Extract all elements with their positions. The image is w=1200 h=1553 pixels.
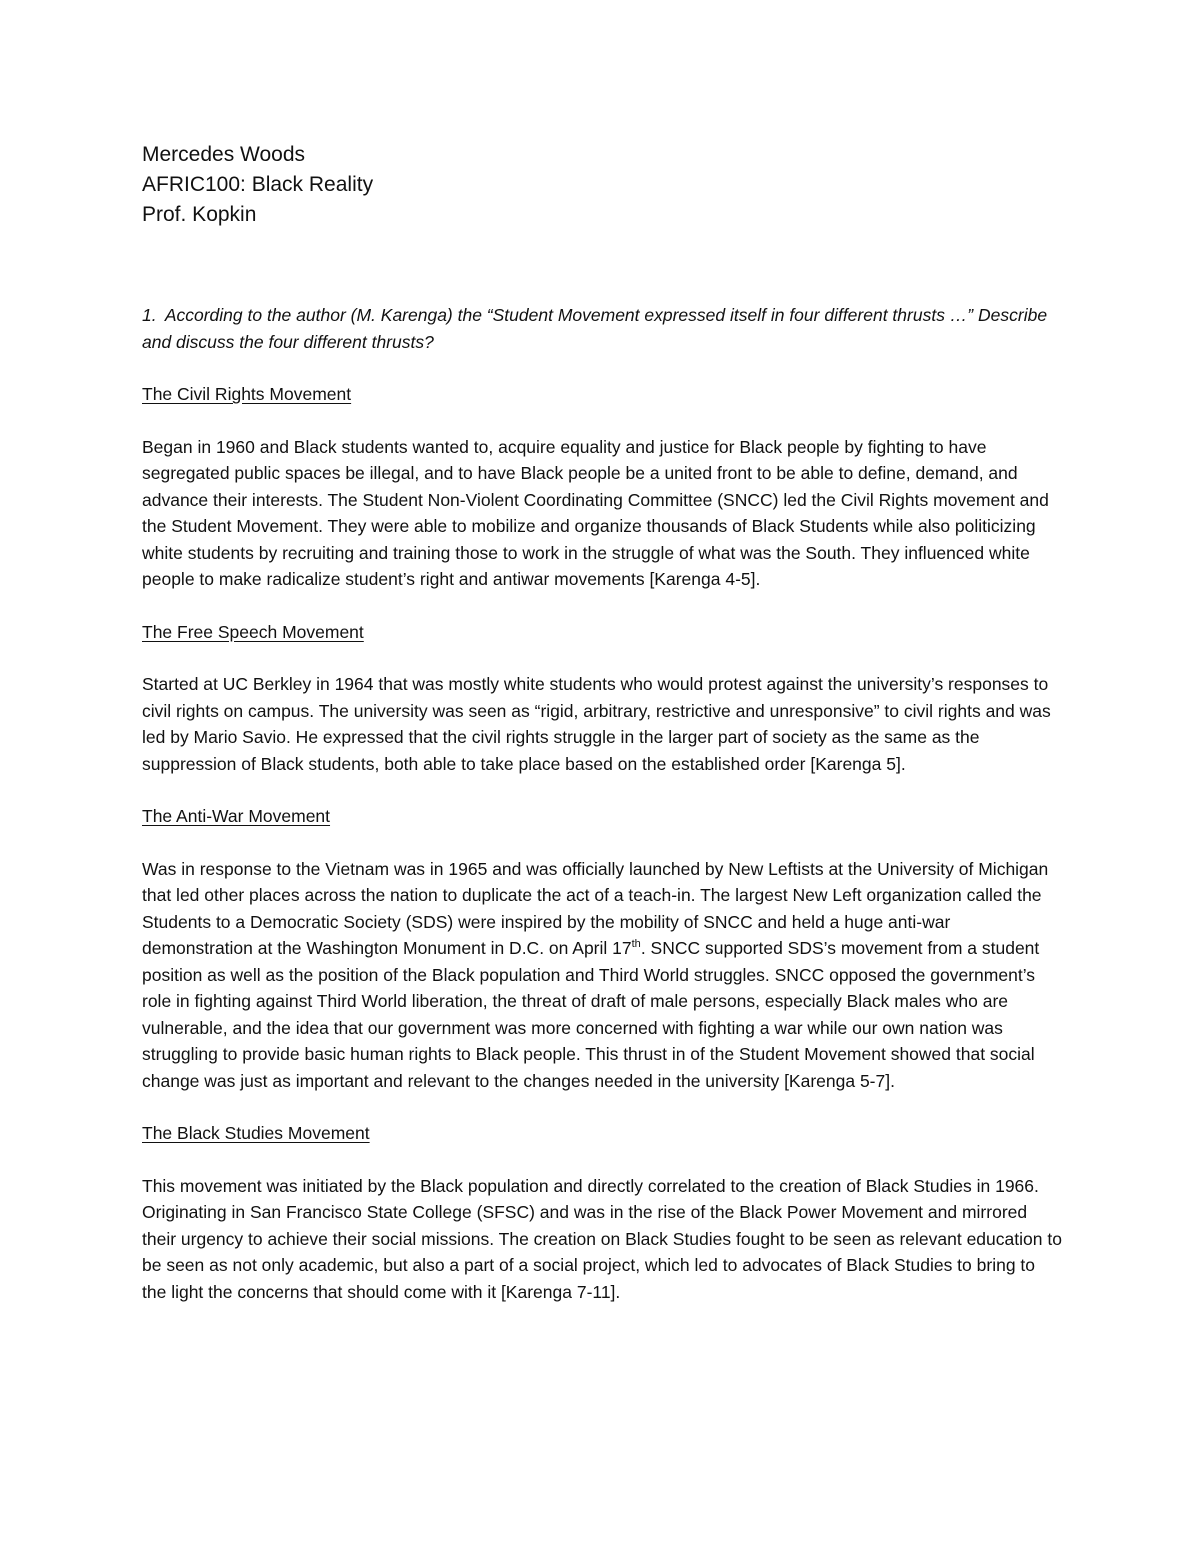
section-heading-anti-war: The Anti-War Movement: [142, 806, 331, 826]
section-body-civil-rights: Began in 1960 and Black students wanted to, acquire equality and justice for Black people by fighting to have segregated public spaces be illegal, and to have Black people be a united front to be able to define, demand, and advance their interests. The Student Non-Violent Coordinating Committee (SNCC) led the Civil Rights movement and the Student Movement. They were able to mobilize and organize thousands of Black Students while also politicizing white students by recruiting and training those to work in the struggle of what was the South. They influenced white people to make radicalize student’s right and antiwar movements [Karenga 4-5].: [142, 436, 1049, 589]
section-heading-civil-rights: The Civil Rights Movement: [142, 384, 352, 404]
professor-name: Prof. Kopkin: [142, 203, 257, 226]
question-prompt: [142, 302, 1062, 355]
ordinal-suffix: th: [631, 938, 641, 951]
section-body-anti-war: [142, 856, 1062, 1095]
question-text: According to the author (M. Karenga) the “Student Movement expressed itself in four different thrusts …” Describe and discuss the four different thrusts?: [142, 305, 1048, 352]
section-body-free-speech: Started at UC Berkley in 1964 that was mostly white students who would protest against the university’s responses to civil rights on campus. The university was seen as “rigid, arbitrary, restrictive and unresponsive” to civil rights and was led by Mario Savio. He expressed that the civil rights struggle in the larger part of society as the same as the suppression of Black students, both able to take place based on the established order [Karenga 5].: [142, 674, 1051, 774]
course-title: AFRIC100: Black Reality: [142, 173, 374, 196]
author-name: Mercedes Woods: [142, 143, 306, 166]
anti-war-text-part-1: Was in response to the Vietnam was in 1965 and was officially launched by New Leftists at the University of Michigan that led other places across the nation to duplicate the act of a teach-in. The largest New Left organization called the Students to a Democratic Society (SDS) were inspired by the mobility of SNCC and held a huge anti-war demonstration at the Washington Monument in D.C. on April 17: [142, 858, 1049, 958]
question-number: 1.: [142, 305, 157, 325]
anti-war-text-part-2: . SNCC supported SDS’s movement from a student position as well as the position of the Black population and Third World struggles. SNCC opposed the government’s role in fighting against Third World liberation, the threat of draft of male persons, especially Black males who are vulnerable, and the idea that our government was more concerned with fighting a war while our own nation was struggling to provide basic human rights to Black people. This thrust in of the Student Movement showed that social change was just as important and relevant to the changes needed in the university [Karenga 5-7].: [142, 938, 1040, 1091]
section-body-black-studies: This movement was initiated by the Black population and directly correlated to the creation of Black Studies in 1966. Originating in San Francisco State College (SFSC) and was in the rise of the Black Power Movement and mirrored their urgency to achieve their social missions. The creation on Black Studies fought to be seen as relevant education to be seen as not only academic, but also a part of a social project, which led to advocates of Black Studies to bring to the light the concerns that should come with it [Karenga 7-11].: [142, 1175, 1062, 1302]
document-page: [142, 140, 1062, 1305]
section-heading-free-speech: The Free Speech Movement: [142, 621, 364, 642]
section-heading-black-studies: The Black Studies Movement: [142, 1123, 370, 1143]
